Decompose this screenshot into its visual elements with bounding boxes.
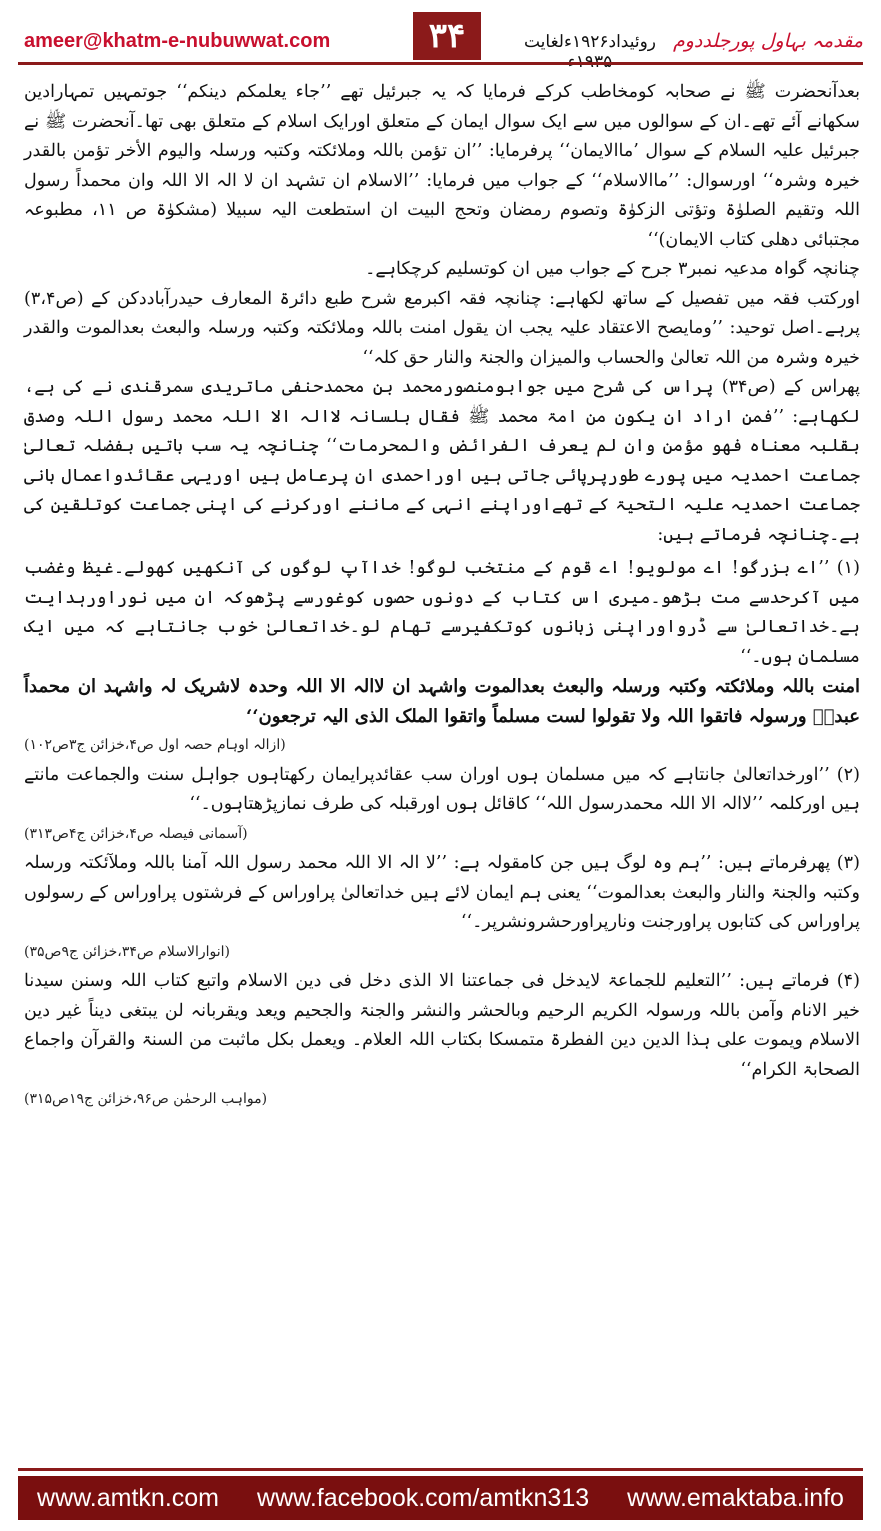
paragraph-fiqh-akbar: اورکتب فقہ میں تفصیل کے ساتھ لکھاہے: چنانچہ فقہ اکبرمع شرح طبع دائرۃ المعارف حیدرآباددکن کے (ص۳،۴) پرہے۔اصل توحید: ’’ومایصح الاعتقاد علیہ یجب ان یقول امنت باللہ وملائکتہ وکتبہ ورسلہ والبعث بعدالموت والقدر خیرہ وشرہ من اللہ تعالیٰ والحساب والمیزان والجنۃ والنار حق کلہ‘‘	[24, 288, 860, 368]
quote-3: (۳) پھرفرماتے ہیں: ’’ہم وہ لوگ ہیں جن کامقولہ ہے: ’’لا الہ الا اللہ محمد رسول اللہ آمنا باللہ وملآئکتہ ورسلہ وکتبہ والجنۃ والنار والبعث بعدالموت‘‘ یعنی ہم ایمان لائے ہیں خداتعالیٰ پراوراس کے فرشتوں پراوراس کے رسولوں پراوراس کی کتابوں پراورجنت ونارپراورحشرونشرپر۔‘‘	[24, 853, 860, 932]
paragraph-witness: چنانچہ گواہ مدعیہ نمبر۳ جرح کے جواب میں ان کوتسلیم کرچکاہے۔	[365, 259, 860, 279]
quote-1: (۱) ’’اے بزرگو! اے مولویو! اے قوم کے منتخب لوگو! خداآپ لوگوں کی آنکھیں کھولے۔غیظ وغضب میں آکرحدسے مت بڑھو۔میری اس کتاب کے دونوں حصوں کوغورسے پڑھوکہ ان میں نوراورہدایت ہے۔خداتعالیٰ سے ڈرواوراپنی زبانوں کوتکفیرسے تھام لو۔خداتعالیٰ خوب جانتاہے کہ میں ایک مسلمان ہوں۔‘‘	[24, 558, 860, 667]
paragraph-sharh: پھراس کے (ص۳۴) پراس کی شرح میں جوابومنصورمحمد بن محمدحنفی ماتریدی سمرقندی نے کی ہے، لکھاہے: ’’فمن اراد ان یکون من امۃ محمد ﷺ فقال بلسانہ لاالہ الا اللہ محمد رسول اللہ وصدق بقلبہ معناہ فھو مؤمن وان لم یعرف الفرائض والمحرمات‘‘ چنانچہ یہ سب باتیں بفضلہ تعالیٰ جماعت احمدیہ میں پورے طورپرپائی جاتی ہیں اوراحمدی ان پرعامل ہیں اوریہی عقائدواعمال بانی جماعت احمدیہ علیہ التحیۃ کے تھےاوراپنے انہی کے ماننے اورکرنے کی اپنی جماعت کوتلقین کی ہے۔چنانچہ فرماتے ہیں:	[24, 377, 860, 545]
header-email[interactable]: ameer@khatm-e-nubuwwat.com	[24, 30, 331, 52]
quote-1-arabic: امنت باللہ وملائکتہ وکتبہ ورسلہ والبعث بعدالموت واشہد ان لاالہ الا اللہ وحدہ لاشریک لہ واشہد ان محمداً عبدہٗ ورسولہ فاتقوا اللہ ولا تقولوا لست مسلماً واتقوا الملک الذی الیہ ترجعون‘‘	[24, 676, 860, 727]
page-footer	[0, 1468, 881, 1531]
quote-2-reference: (آسمانی فیصلہ ص۴،خزائن ج۴ص۳۱۳)	[24, 825, 248, 842]
paragraph-hadith-jibril: بعدآنحضرت ﷺ نے صحابہ کومخاطب کرکے فرمایا کہ یہ جبرئیل تھے ’’جاء یعلمکم دینکم‘‘ جوتمہیں تمہارادین سکھانے آئے تھے۔ان کے سوالوں میں سے ایک سوال ایمان کے متعلق اورایک اسلام کے متعلق بھی تھا۔آنحضرت ﷺ نے جبرئیل علیہ السلام کے سوال ’ماالایمان‘‘ پرفرمایا: ’’ان تؤمن باللہ وملائکتہ وکتبہ ورسلہ والیوم الأخر تؤمن بالقدر خیرہ وشرہ‘‘ اورسوال: ’’ماالاسلام‘‘ کے جواب میں فرمایا: ’’الاسلام ان تشہد ان لا الہ الا اللہ وان محمداً رسول اللہ وتقیم الصلوٰۃ وتؤتی الزکوٰۃ وتصوم رمضان وتحج البیت ان استطعت الیہ سبیلا (مشکوٰۃ ص ۱۱، مطبوعہ مجتبائی دھلی کتاب الایمان)‘‘	[24, 82, 860, 250]
quote-4-reference: (مواہب الرحمٰن ص۹۶،خزائن ج۱۹ص۳۱۵)	[24, 1091, 268, 1107]
quote-2: (۲) ’’اورخداتعالیٰ جانتاہے کہ میں مسلمان ہوں اوران سب عقائدپرایمان رکھتاہوں جواہل سنت والجماعت مانتے ہیں اورکلمہ ’’لاالہ الا اللہ محمدرسول اللہ‘‘ کاقائل ہوں اورقبلہ کی طرف نمازپڑھتاہوں۔‘‘	[24, 764, 860, 814]
book-title: مقدمہ بہاول پورجلددوم	[672, 30, 863, 52]
header-divider	[18, 62, 863, 65]
page-header	[0, 0, 881, 64]
footer-link-facebook[interactable]: www.facebook.com/amtkn313	[257, 1483, 590, 1512]
page-number: ۳۴	[413, 12, 481, 60]
footer-link-amtkn[interactable]: www.amtkn.com	[37, 1483, 219, 1512]
page-body	[24, 78, 860, 1458]
footer-divider	[18, 1468, 863, 1471]
report-range: روئیداد۱۹۲۶ءلغایت	[523, 32, 656, 52]
footer-link-emaktaba[interactable]: www.emaktaba.info	[627, 1483, 844, 1512]
quote-4: (۴) فرماتے ہیں: ’’التعلیم للجماعۃ لایدخل فی جماعتنا الا الذی دخل فی دین الاسلام واتبع کتاب اللہ وسنن سیدنا خیر الانام وآمن باللہ ورسولہ الکریم الرحیم وبالحشر والنشر والجنۃ والجحیم ویعد ویقربانہ لن یبتغی دیناً غیر دین الاسلام ویموت علی ہذا الدین دین الفطرۃ متمسکا بکتاب اللہ العلام۔ ویعمل بکل ماثبت من السنۃ والقرآن واجماع الصحابۃ الکرام‘‘	[24, 971, 860, 1080]
footer-link-bar	[18, 1476, 863, 1520]
quote-1-reference: (ازالہ اوہام حصہ اول ص۴،خزائن ج۳ص۱۰۲)	[24, 737, 286, 753]
quote-3-reference: (انوارالاسلام ص۳۴،خزائن ج۹ص۳۵)	[24, 943, 230, 960]
